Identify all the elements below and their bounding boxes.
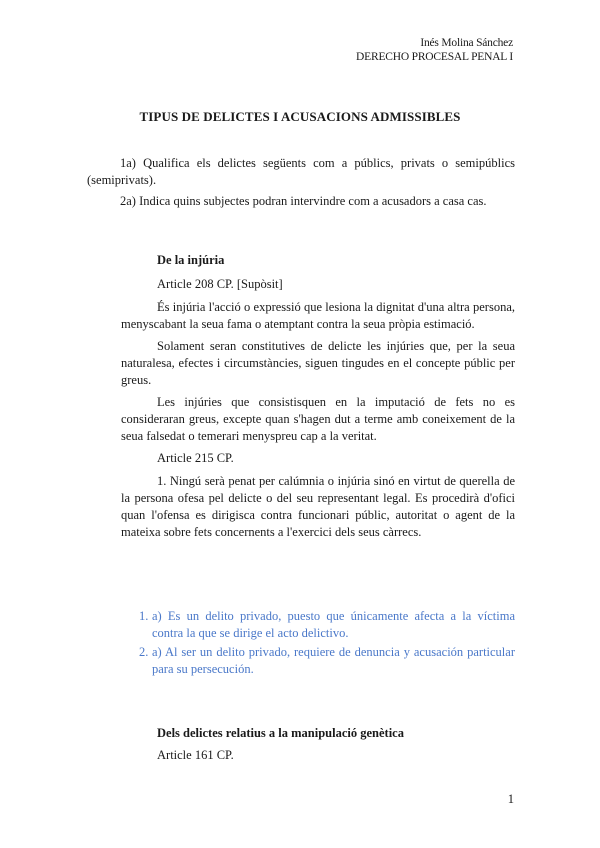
answer-list (121, 608, 515, 680)
article-208-paragraph: Solament seran constitutives de delicte les injúries que, per la seua naturalesa, efectes i circumstàncies, siguen tingudes en el concepte públic per greus. (121, 339, 515, 387)
section-heading-injuria: De la injúria (157, 253, 225, 267)
page-number: 1 (507, 792, 514, 806)
header-course: DERECHO PROCESAL PENAL I (356, 51, 513, 63)
section-manipulacio-genetica (157, 725, 404, 764)
article-208-heading: Article 208 CP. [Supòsit] (157, 277, 283, 291)
article-161-heading: Article 161 CP. (157, 748, 234, 762)
answer-text: a) Al ser un delito privado, requiere de denuncia y acusación particular para su persecución. (152, 645, 515, 676)
section-heading-manipulacio: Dels delictes relatius a la manipulació genètica (157, 726, 404, 740)
header-author: Inés Molina Sánchez (420, 37, 513, 49)
answer-number: 2. (139, 645, 149, 659)
answer-item (121, 644, 515, 678)
question-2: 2a) Indica quins subjectes podran intervindre com a acusadors a casa cas. (120, 194, 487, 208)
section-injuria (121, 252, 515, 546)
article-208-paragraph: És injúria l'acció o expressió que lesiona la dignitat d'una altra persona, menyscabant la seua fama o atemptant contra la seua pròpia estimació. (121, 300, 515, 331)
article-215-paragraph: 1. Ningú serà penat per calúmnia o injúria sinó en virtut de querella de la persona ofesa pel delicte o del seu representant legal. Es procedirà d'ofici quan l'ofensa es dirigisca contra funcionari públic, autoritat o agent de la mateixa sobre fets concernents a l'exercici dels seus càrrecs. (121, 474, 515, 539)
document-title: TIPUS DE DELICTES I ACUSACIONS ADMISSIBLES (139, 109, 461, 124)
question-1: 1a) Qualifica els delictes següents com a públics, privats o semipúblics (semiprivats). (87, 156, 515, 187)
article-215-heading: Article 215 CP. (157, 451, 234, 465)
answer-item (121, 608, 515, 642)
answer-text: a) Es un delito privado, puesto que únicamente afecta a la víctima contra la que se dirige el acto delictivo. (152, 609, 515, 640)
answer-number: 1. (139, 609, 149, 623)
page-header (356, 36, 513, 64)
article-208-paragraph: Les injúries que consistisquen en la imputació de fets no es consideraran greus, excepte quan s'hagen dut a terme amb coneixement de la seua falsedat o temerari menyspreu cap a la veritat. (121, 395, 515, 443)
